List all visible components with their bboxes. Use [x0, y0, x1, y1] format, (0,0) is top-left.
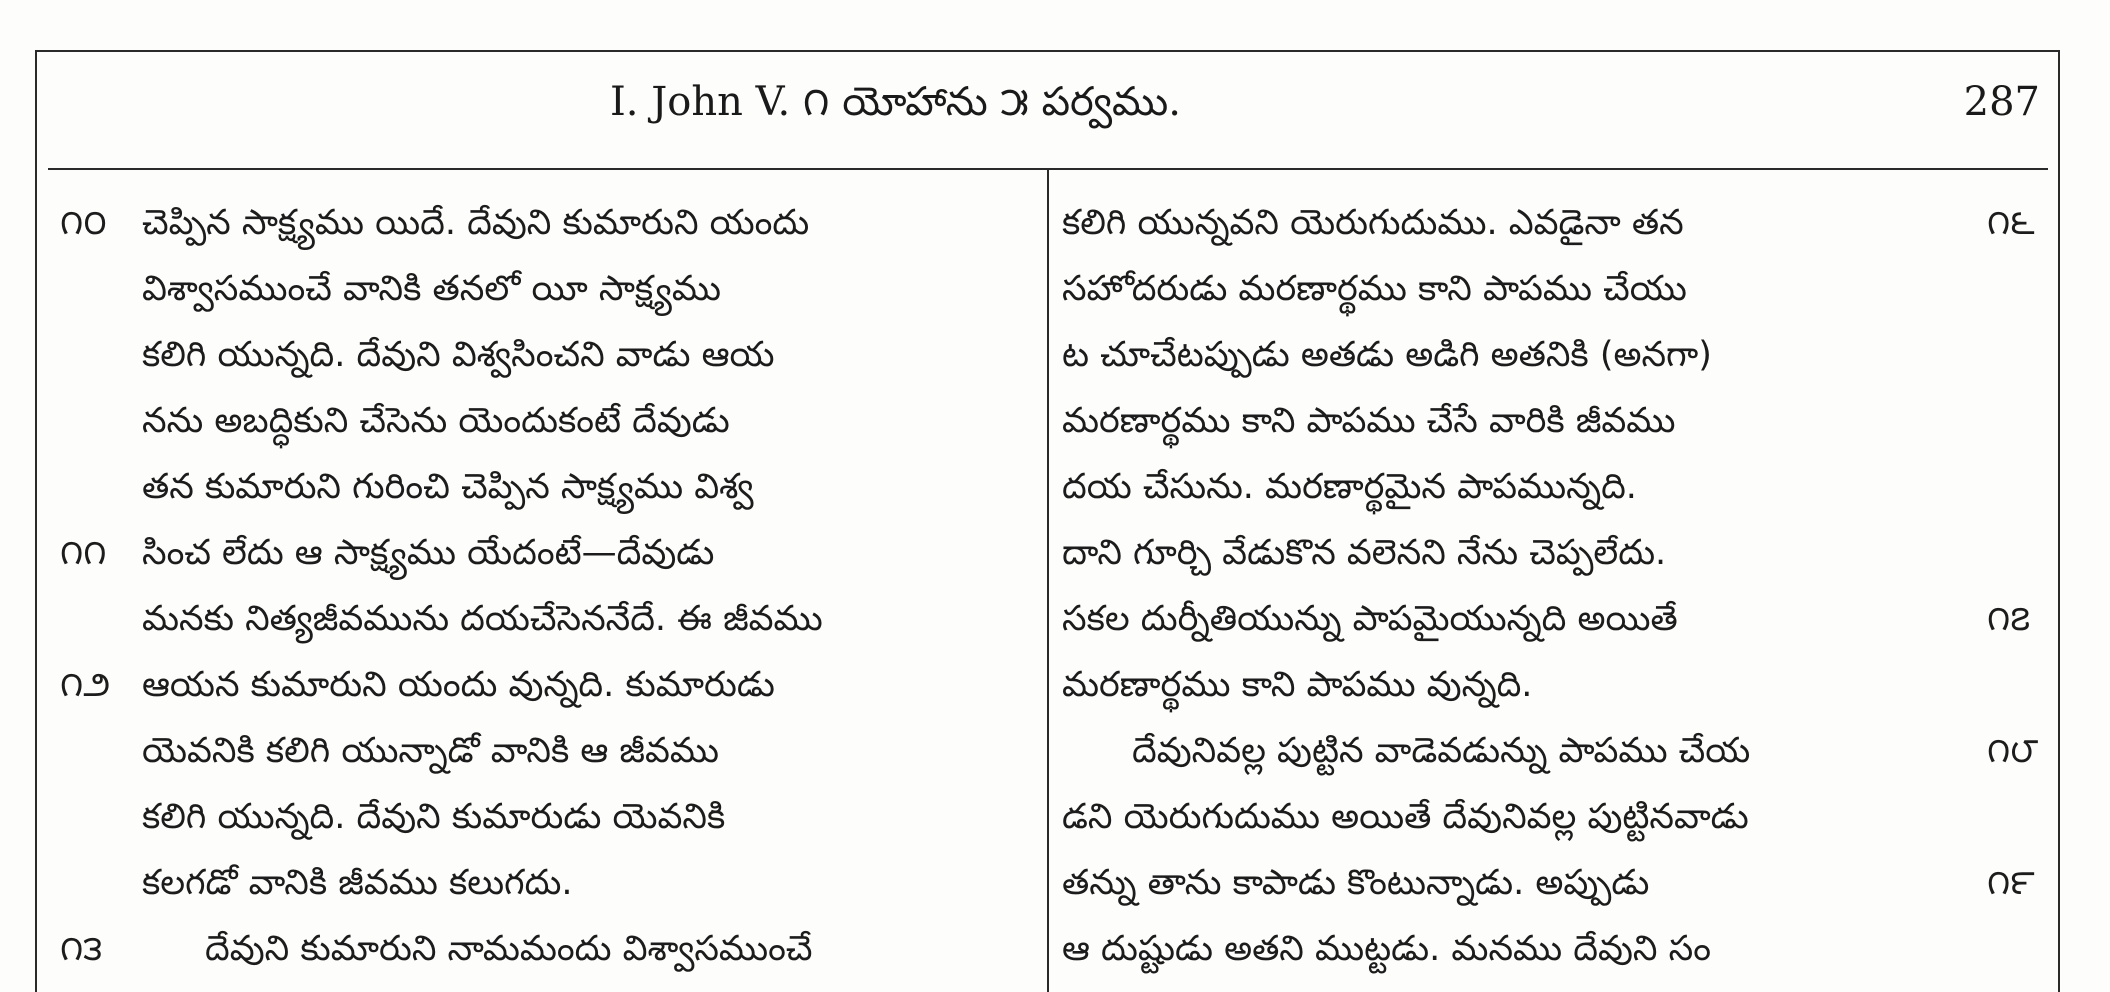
- text-line: [1062, 586, 2047, 652]
- text-line: [60, 784, 1040, 850]
- text-line: [1062, 718, 2047, 784]
- line-text: మరణార్థము కాని పాపము చేసే వారికి జీవము: [1062, 401, 1676, 441]
- frame-left-border: [35, 50, 37, 992]
- left-column: [60, 190, 1040, 982]
- text-line: [1062, 256, 2047, 322]
- line-text: సకల దుర్నీతియున్ను పాపమైయున్నది అయితే: [1062, 599, 1678, 639]
- text-line: [1062, 916, 2047, 982]
- right-column: [1062, 190, 2047, 982]
- line-text: ఆయన కుమారుని యందు వున్నది. కుమారుడు: [142, 665, 775, 705]
- line-text: యెవనికి కలిగి యున్నాడో వానికి ఆ జీవము: [142, 731, 720, 771]
- line-text: సించ లేదు ఆ సాక్ష్యము యేదంటే—దేవుడు: [142, 533, 715, 573]
- line-text: మనకు నిత్యజీవమును దయచేసెననేదే. ఈ జీవము: [142, 599, 823, 639]
- verse-number: ౧౬: [1987, 203, 2035, 243]
- text-line: [1062, 190, 2047, 256]
- line-text: కలిగి యున్నది. దేవుని విశ్వసించని వాడు ఆయ: [142, 335, 775, 375]
- line-text: దాని గూర్చి వేడుకొన వలెనని నేను చెప్పలేదు.: [1062, 533, 1667, 573]
- line-text: విశ్వాసముంచే వానికి తనలో యీ సాక్ష్యము: [142, 269, 722, 309]
- text-line: [60, 850, 1040, 916]
- line-text: దేవుని కుమారుని నామమందు విశ్వాసముంచే: [205, 929, 813, 969]
- text-line: [1062, 322, 2047, 388]
- text-line: [60, 388, 1040, 454]
- line-text: తన కుమారుని గురించి చెప్పిన సాక్ష్యము విశ్వ: [142, 467, 754, 507]
- line-text: మరణార్థము కాని పాపము వున్నది.: [1062, 665, 1533, 705]
- line-text: కలిగి యున్నది. దేవుని కుమారుడు యెవనికి: [142, 797, 726, 837]
- verse-number: ౧౧: [60, 533, 107, 573]
- line-text: దేవునివల్ల పుట్టిన వాడెవడున్ను పాపము చేయ: [1132, 731, 1751, 771]
- page-number: 287: [1963, 79, 2040, 125]
- text-line: [1062, 388, 2047, 454]
- frame-top-border: [35, 50, 2060, 52]
- line-text: సహోదరుడు మరణార్థము కాని పాపము చేయు: [1062, 269, 1687, 309]
- line-text: కలిగి యున్నవని యెరుగుదుము. ఎవడైనా తన: [1062, 203, 1684, 243]
- text-line: [60, 520, 1040, 586]
- line-text: చెప్పిన సాక్ష్యము యిదే. దేవుని కుమారుని యందు: [142, 203, 810, 243]
- page-title: I. John V. ౧ యోహాను ౫ పర్వము.: [610, 79, 1181, 125]
- text-line: [60, 718, 1040, 784]
- column-divider: [1047, 170, 1049, 992]
- line-text: ట చూచేటప్పుడు అతడు అడిగి అతనికి (అనగా): [1062, 335, 1712, 375]
- line-text: ఆ దుష్టుడు అతని ముట్టడు. మనము దేవుని సం: [1062, 929, 1711, 969]
- verse-number: ౧౮: [1987, 731, 2039, 771]
- verse-number: ౧౯: [1987, 863, 2035, 903]
- text-line: [60, 586, 1040, 652]
- text-line: [1062, 652, 2047, 718]
- line-text: దయ చేసును. మరణార్థమైన పాపమున్నది.: [1062, 467, 1637, 507]
- running-head: [0, 70, 2110, 140]
- line-text: నను అబద్ధికుని చేసెను యెందుకంటే దేవుడు: [142, 401, 730, 441]
- verse-number: ౧౨: [60, 665, 111, 705]
- text-line: [60, 256, 1040, 322]
- line-text: డని యెరుగుదుము అయితే దేవునివల్ల పుట్టినవాడు: [1062, 797, 1749, 837]
- verse-number: ౧౦: [60, 203, 107, 243]
- frame-right-border: [2058, 50, 2060, 992]
- text-line: [60, 916, 1040, 982]
- text-line: [1062, 784, 2047, 850]
- text-line: [1062, 850, 2047, 916]
- text-line: [60, 454, 1040, 520]
- text-line: [1062, 454, 2047, 520]
- text-line: [1062, 520, 2047, 586]
- text-line: [60, 322, 1040, 388]
- line-text: తన్ను తాను కాపాడు కొంటున్నాడు. అప్పుడు: [1062, 863, 1650, 903]
- text-line: [60, 652, 1040, 718]
- verse-number: ౧౭: [1987, 599, 2031, 639]
- verse-number: ౧౩: [60, 929, 103, 969]
- text-line: [60, 190, 1040, 256]
- line-text: కలగడో వానికి జీవము కలుగదు.: [142, 863, 573, 903]
